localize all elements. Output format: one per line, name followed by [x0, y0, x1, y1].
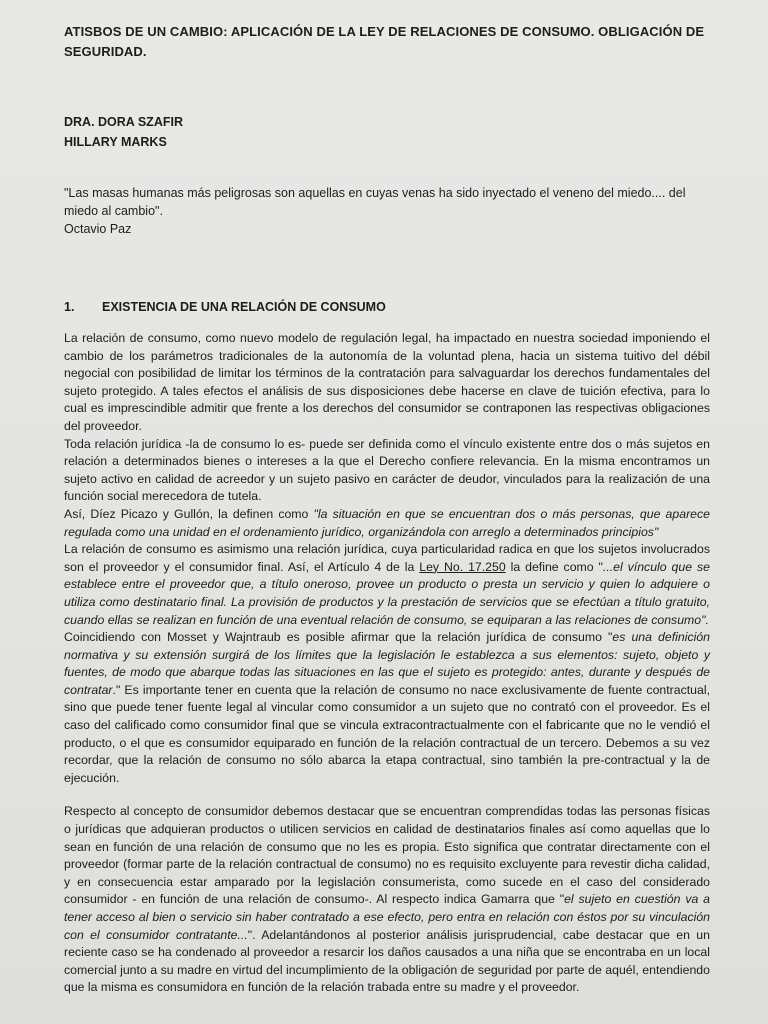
section-title: EXISTENCIA DE UNA RELACIÓN DE CONSUMO [102, 300, 386, 314]
paragraph: Toda relación jurídica -la de consumo lo es- puede ser definida como el vínculo existente entre dos o más sujetos en relación a determinados bienes o intereses a la que el Derecho confiere relevancia. En la misma encontramos un sujeto activo en calidad de acreedor y un sujeto pasivo en carácter de deudor, vinculados para la realización de una función social merecedora de tutela. [64, 436, 710, 504]
author-list [64, 112, 710, 152]
paragraph-text: ". Adelantándonos al posterior análisis jurisprudencial, cabe destacar que en un reciente caso se ha condenado al proveedor a resarcir los daños causados a una niña que se encontraba en un local comercial junto a su madre en virtud del incumplimiento de la obligación de seguridad por parte de aquél, entendiendo que la misma es consumidora en función de la relación trabada entre su madre y el proveedor. [64, 927, 710, 995]
paragraph-text: La relación de consumo es asimismo una relación jurídica, cuya particularidad radica en que los sujetos involucrados son el proveedor y el consumidor final. Así, el Artículo 4 de la [64, 542, 710, 574]
quoted-definition: "la situación en que se encuentran dos o más personas, que aparece regulada como una unidad en el ordenamiento jurídico, organizándola con arreglo a determinados principios" [64, 506, 710, 539]
paragraph-text: Coincidiendo con Mosset y Wajntraub es posible afirmar que la relación jurídica de consumo " [64, 630, 613, 645]
section-body [64, 330, 710, 997]
author-name: HILLARY MARKS [64, 135, 167, 149]
paragraph-text: ." Es importante tener en cuenta que la relación de consumo no nace exclusivamente de fuente contractual, sino que puede tener fuente legal al vincular como consumidor a un sujeto que no contrató con el proveedor. Es el caso del calificado como consumidor final que se vincula extracontractualmente con el fabricante que no le vendió el producto, o el que es consumidor equiparado en función de la relación contractual de un tercero. Debemos a su vez recordar, que la relación de consumo no sólo abarca la etapa contractual, sino también la pre-contractual y la de ejecución. [64, 682, 710, 785]
quoted-law-text: ...el vínculo que se establece entre el proveedor que, a título oneroso, provee un producto o presta un servicio y quien lo adquiere o utiliza como destinatario final. La provisión de productos y la prestación de servicios que se efectúan a título gratuito, cuando ellas se realizan en función de una eventual relación de consumo, se equiparan a las relaciones de consumo". [64, 559, 710, 627]
paragraph [64, 629, 710, 787]
paragraph-text: la define como " [505, 559, 603, 574]
author-name: DRA. DORA SZAFIR [64, 115, 183, 129]
paragraph-text: Respecto al concepto de consumidor debemos destacar que se encuentran comprendidas todas las personas físicas o jurídicas que adquieran productos o utilicen servicios en calidad de destinatarios finales así como aquellas que lo sean en función de una relación de consumo que no les es propia. Esto significa que contratar directamente con el proveedor (formar parte de la relación contractual de consumo) no es requisito excluyente para revestir dicha calidad, y en consecuencia estar amparado por la legislación consumerista, como sucede en el caso del considerado consumidor - en función de una relación de consumo-. Al respecto indica Gamarra que " [64, 804, 710, 907]
paragraph: La relación de consumo, como nuevo modelo de regulación legal, ha impactado en nuestra sociedad imponiendo el cambio de los parámetros tradicionales de la autonomía de la voluntad plena, hacia un sistema tuitivo del débil negocial con posibilidad de limitar los términos de la contratación para salvaguardar los derechos fundamentales del sujeto protegido. A tales efectos el análisis de sus disposiciones debe hacerse en clave de tuición efectiva, para lo cual es imprescindible admitir que frente a los derechos del consumidor se contraponen las respectivas obligaciones del proveedor. [64, 331, 710, 433]
section-number: 1. [64, 300, 75, 314]
epigraph-attribution: Octavio Paz [64, 222, 132, 236]
epigraph-text: "Las masas humanas más peligrosas son aquellas en cuyas venas ha sido inyectado el veneno del miedo.... del miedo al cambio". [64, 186, 686, 218]
paragraph [64, 803, 710, 997]
section-heading [64, 298, 710, 316]
epigraph [64, 184, 710, 238]
paragraph [64, 541, 710, 629]
document-title: ATISBOS DE UN CAMBIO: APLICACIÓN DE LA LEY DE RELACIONES DE CONSUMO. OBLIGACIÓN DE SEGURIDAD. [64, 24, 705, 59]
quoted-citation: el sujeto en cuestión va a tener acceso al bien o servicio sin haber contratado a ese efecto, pero entra en relación con éstos por su vinculación con el consumidor contratante... [64, 892, 711, 942]
paragraph [64, 506, 710, 541]
paragraph-text: Así, Díez Picazo y Gullón, la definen como [64, 506, 314, 521]
quoted-definition: es una definición normativa y su extensión surgirá de los límites que la legislación le establezca a sus elementos: sujeto, objeto y fuentes, de modo que abarque todas las situaciones en las que el sujeto es protegido: antes, durante y después de contratar [64, 630, 710, 697]
law-reference-link[interactable]: Ley No. 17.250 [419, 559, 506, 574]
